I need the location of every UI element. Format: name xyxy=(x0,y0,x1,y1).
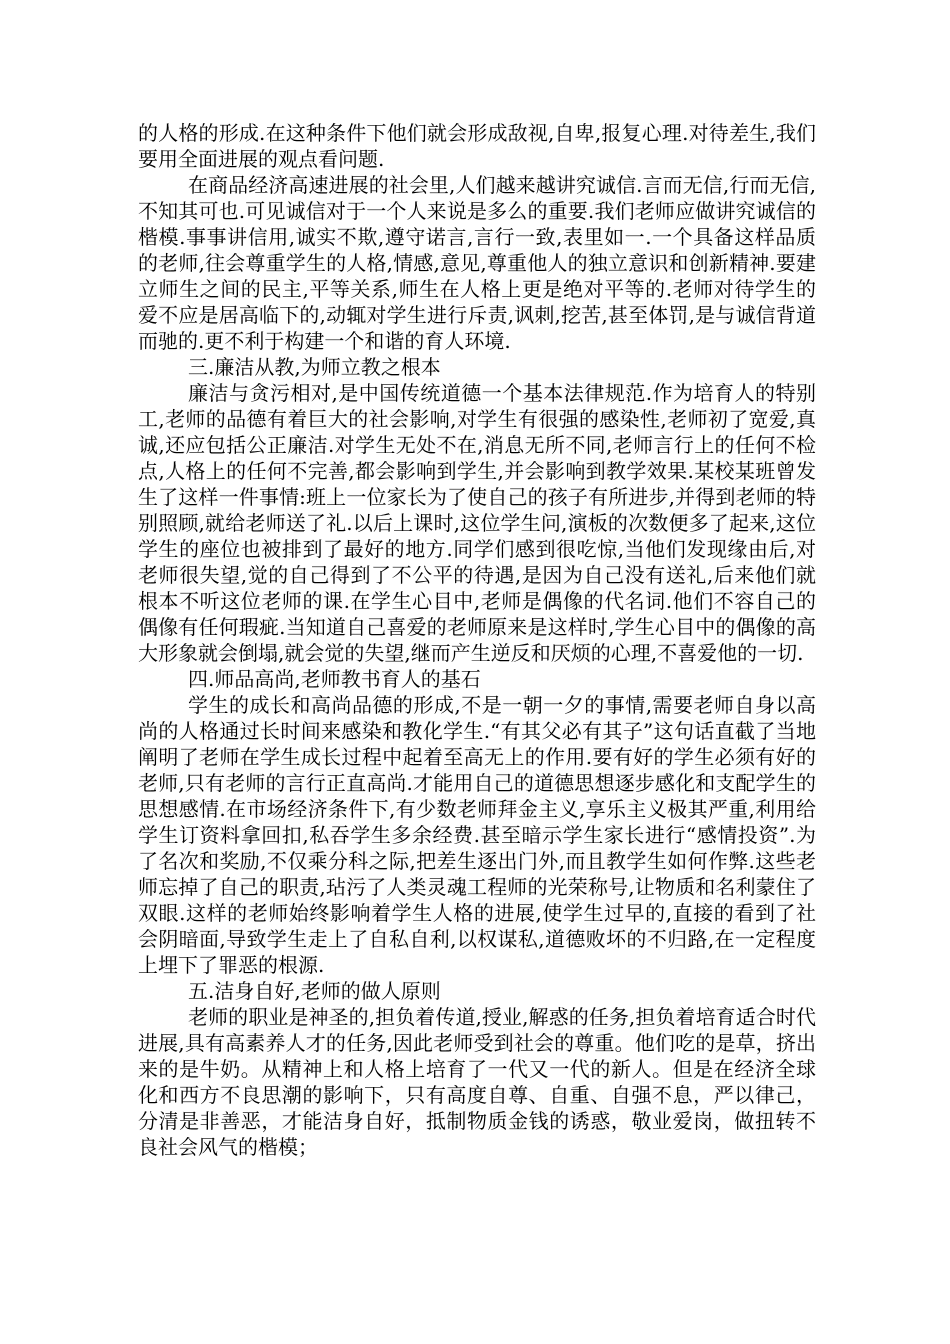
paragraph-noble-character: 学生的成长和高尚品德的形成,不是一朝一夕的事情,需要老师自身以高尚的人格通过长时间来感染和教化学生.“有其父必有其子”这句话直截了当地阐明了老师在学生成长过程中起着至高无上的作用.要有好的学生必须有好的老师,只有老师的言行正直高尚.才能用自己的道德思想逐步感化和支配学生的思想感情.在市场经济条件下,有少数老师拜金主义,享乐主义极其严重,利用给学生订资料拿回扣,私吞学生多余经费.甚至暗示学生家长进行“感情投资”.为了名次和奖励,不仅乘分科之际,把差生逐出门外,而且教学生如何作弊.这些老师忘掉了自己的职责,玷污了人类灵魂工程师的光荣称号,让物质和名利蒙住了双眼.这样的老师始终影响着学生人格的进展,使学生过早的,直接的看到了社会阴暗面,导致学生走上了自私自利,以权谋私,道德败坏的不归路,在一定程度上埋下了罪恶的根源. xyxy=(138,693,816,977)
paragraph-honesty: 廉洁与贪污相对,是中国传统道德一个基本法律规范.作为培育人的特别工,老师的品德有着巨大的社会影响,对学生有很强的感染性,老师初了宽爱,真诚,还应包括公正廉洁.对学生无处不在,消息无所不同,老师言行上的任何不检点,人格上的任何不完善,都会影响到学生,并会影响到教学效果.某校某班曾发生了这样一件事情:班上一位家长为了使自己的孩子有所进步,并得到老师的特别照顾,就给老师送了礼.以后上课时,这位学生问,演板的次数便多了起来,这位学生的座位也被排到了最好的地方.同学们感到很吃惊,当他们发现缘由后,对老师很失望,觉的自己得到了不公平的待遇,是因为自己没有送礼,后来他们就根本不听这位老师的课.在学生心目中,老师是偶像的代名词.他们不容自己的偶像有任何瑕疵.当知道自己喜爱的老师原来是这样时,学生心目中的偶像的高大形象就会倒塌,就会觉的失望,继而产生逆反和厌烦的心理,不喜爱他的一切. xyxy=(138,381,816,665)
document-body xyxy=(138,120,816,1160)
paragraph-1: 的人格的形成.在这种条件下他们就会形成敌视,自卑,报复心理.对待差生,我们要用全面进展的观点看问题. xyxy=(138,121,816,171)
section-heading-3: 三.廉洁从教,为师立教之根本 xyxy=(188,355,441,379)
section-heading-4: 四.师品高尚,老师教书育人的基石 xyxy=(188,667,481,691)
paragraph-self-discipline: 老师的职业是神圣的,担负着传道,授业,解惑的任务,担负着培育适合时代进展,具有高素养人才的任务,因此老师受到社会的尊重。他们吃的是草，挤出来的是牛奶。从精神上和人格上培育了一代又一代的新人。但是在经济全球化和西方不良思潮的影响下，只有高度自尊、自重、自强不息，严以律己，分清是非善恶，才能洁身自好，抵制物质金钱的诱惑，敬业爱岗，做扭转不良社会风气的楷模； xyxy=(138,1005,816,1159)
section-heading-5: 五.洁身自好,老师的做人原则 xyxy=(188,979,441,1003)
paragraph-integrity: 在商品经济高速进展的社会里,人们越来越讲究诚信.言而无信,行而无信,不知其可也.可见诚信对于一个人来说是多么的重要.我们老师应做讲究诚信的楷模.事事讲信用,诚实不欺,遵守诺言,言行一致,表里如一.一个具备这样品质的老师,往会尊重学生的人格,情感,意见,尊重他人的独立意识和创新精神.要建立师生之间的民主,平等关系,师生在人格上更是绝对平等的.老师对待学生的爱不应是居高临下的,动辄对学生进行斥责,讽刺,挖苦,甚至体罚,是与诚信背道而驰的.更不利于构建一个和谐的育人环境. xyxy=(138,173,816,353)
